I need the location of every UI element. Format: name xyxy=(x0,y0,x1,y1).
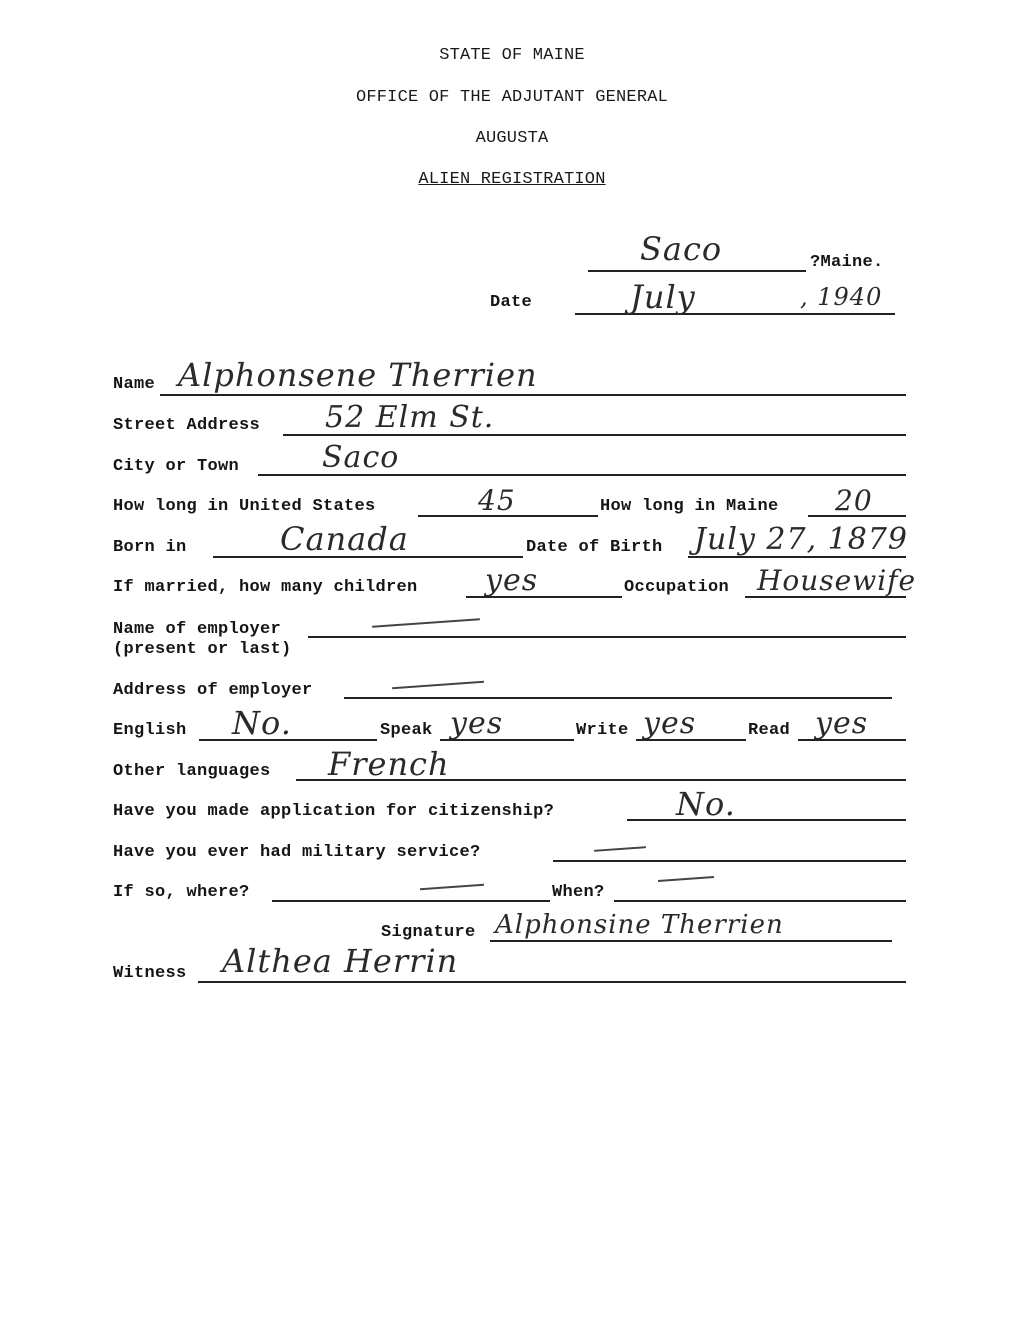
citizenship-label: Have you made application for citizenship? xyxy=(113,802,555,821)
header-city: AUGUSTA xyxy=(475,129,549,148)
speak-value: yes xyxy=(450,706,504,741)
when-line xyxy=(614,900,906,902)
employer-label: Name of employer xyxy=(113,620,282,639)
children-value: yes xyxy=(485,563,539,598)
children-label: If married, how many children xyxy=(113,578,418,597)
when-label: When? xyxy=(552,883,605,902)
employer-address-line xyxy=(344,697,892,699)
witness-line xyxy=(198,981,906,983)
city-label: City or Town xyxy=(113,457,240,476)
english-label: English xyxy=(113,721,187,740)
when-dash xyxy=(658,876,714,882)
maine-years-value: 20 xyxy=(835,484,873,517)
header-title: ALIEN REGISTRATION xyxy=(418,170,606,189)
date-line xyxy=(575,313,895,315)
date-year: , 1940 xyxy=(800,283,883,311)
where-dash xyxy=(420,884,484,890)
place-value: Saco xyxy=(640,230,723,268)
occupation-value: Housewife xyxy=(757,564,917,597)
dob-label: Date of Birth xyxy=(526,538,663,557)
where-line xyxy=(272,900,550,902)
street-label: Street Address xyxy=(113,416,261,435)
city-value: Saco xyxy=(322,440,400,475)
born-in-value: Canada xyxy=(280,520,409,558)
witness-value: Althea Herrin xyxy=(222,942,459,980)
us-years-value: 45 xyxy=(478,484,516,517)
header-state: STATE OF MAINE xyxy=(439,46,585,65)
other-lang-value: French xyxy=(328,745,450,783)
english-value: No. xyxy=(232,704,292,742)
where-label: If so, where? xyxy=(113,883,250,902)
military-label: Have you ever had military service? xyxy=(113,843,481,862)
place-line xyxy=(588,270,806,272)
header-office: OFFICE OF THE ADJUTANT GENERAL xyxy=(355,88,669,107)
witness-label: Witness xyxy=(113,964,187,983)
occupation-label: Occupation xyxy=(624,578,730,597)
employer-line xyxy=(308,636,906,638)
write-value: yes xyxy=(643,706,697,741)
employer-address-dash xyxy=(392,681,484,689)
other-lang-label: Other languages xyxy=(113,762,271,781)
name-line xyxy=(160,394,906,396)
signature-label: Signature xyxy=(381,923,476,942)
military-dash xyxy=(594,846,646,852)
employer-sublabel: (present or last) xyxy=(113,640,292,659)
name-value: Alphonsene Therrien xyxy=(178,356,538,394)
dob-value: July 27, 1879 xyxy=(694,522,909,557)
military-line xyxy=(553,860,906,862)
born-in-label: Born in xyxy=(113,538,187,557)
write-label: Write xyxy=(576,721,629,740)
signature-line xyxy=(490,940,892,942)
us-years-label: How long in United States xyxy=(113,497,376,516)
employer-address-label: Address of employer xyxy=(113,681,313,700)
citizenship-line xyxy=(627,819,906,821)
signature-value: Alphonsine Therrien xyxy=(495,910,784,940)
street-value: 52 Elm St. xyxy=(325,400,495,435)
date-label: Date xyxy=(490,293,533,312)
name-label: Name xyxy=(113,375,156,394)
place-suffix: ?Maine. xyxy=(810,253,884,272)
read-value: yes xyxy=(815,706,869,741)
employer-dash xyxy=(372,618,480,628)
speak-label: Speak xyxy=(380,721,433,740)
citizenship-value: No. xyxy=(676,785,736,823)
read-label: Read xyxy=(748,721,791,740)
date-value: July xyxy=(630,278,696,316)
maine-years-label: How long in Maine xyxy=(600,497,779,516)
